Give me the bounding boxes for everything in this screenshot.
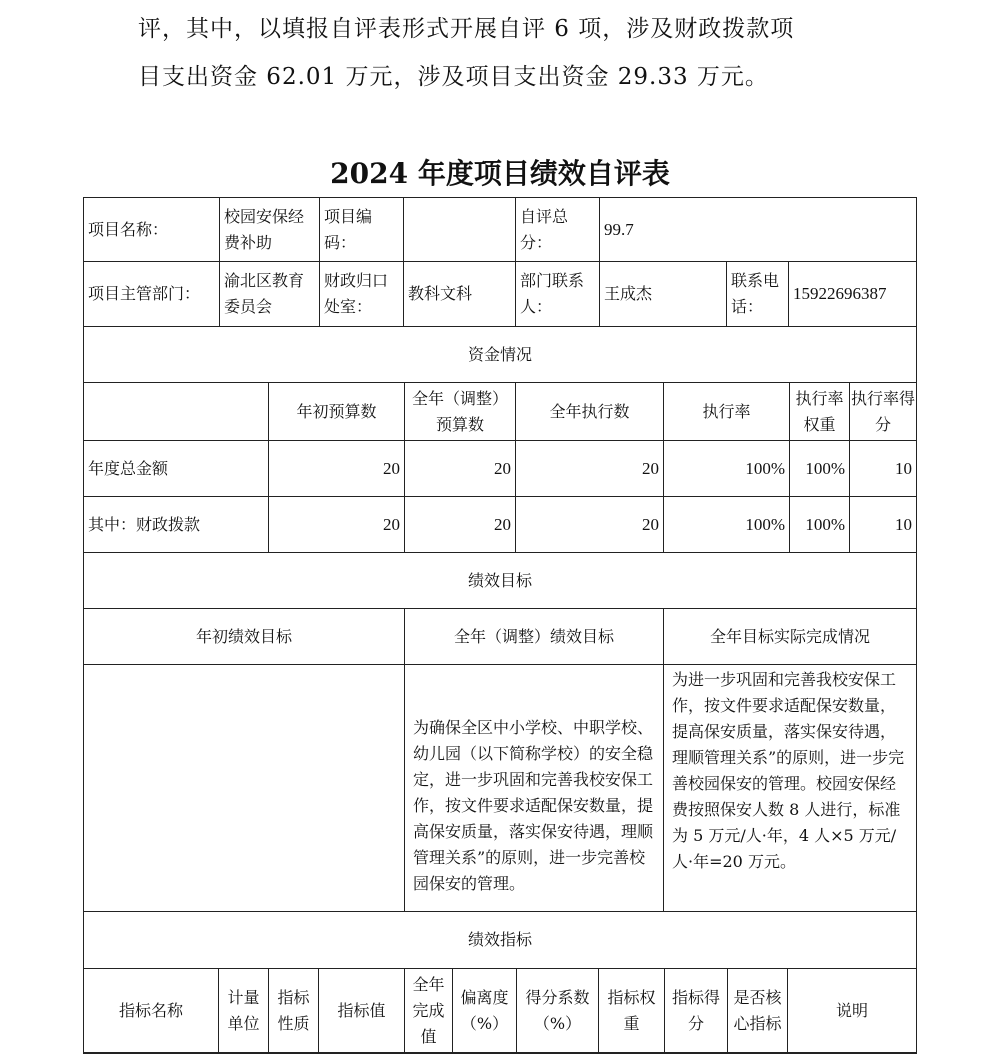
office-value: 教科文科 [404, 262, 516, 327]
goals-adjusted-text: 为确保全区中小学校、中职学校、幼儿园（以下简称学校）的安全稳定，进一步巩固和完善我校安保工作，按文件要求适配保安数量，提高保安质量，落实保安待遇，理顺管理关系”的原则，进一步完善校园保安的管理。 [405, 665, 664, 912]
funds-header-weight: 执行率权重 [790, 383, 850, 441]
funds-row-executed: 20 [516, 497, 664, 553]
ind-header-core: 是否核心指标 [728, 969, 788, 1053]
funds-header-adjusted: 全年（调整）预算数 [405, 383, 516, 441]
phone-label: 联系电话： [727, 262, 789, 327]
row-goals-headers [84, 609, 916, 665]
ind-header-note: 说明 [788, 969, 916, 1053]
funds-row-weight: 100% [790, 497, 850, 553]
funds-row-weight: 100% [790, 441, 850, 497]
contact-value: 王成杰 [600, 262, 727, 327]
funds-row-rate: 100% [664, 441, 790, 497]
ind-header-unit: 计量单位 [219, 969, 269, 1053]
funds-row-label: 年度总金额 [84, 441, 269, 497]
phone-value: 15922696387 [789, 262, 916, 327]
ind-header-deviation: 偏离度（%） [453, 969, 517, 1053]
project-name-value: 校园安保经费补助 [220, 198, 320, 262]
ind-header-weight: 指标权重 [599, 969, 665, 1053]
self-score-value: 99.7 [600, 198, 916, 262]
row-goals-content [84, 665, 916, 912]
funds-row-rate: 100% [664, 497, 790, 553]
row-indicators-headers [84, 969, 916, 1053]
table-title: 2024 年度项目绩效自评表 [330, 157, 670, 190]
project-code-label: 项目编码： [320, 198, 404, 262]
office-label: 财政归口处室： [320, 262, 404, 327]
ind-header-score: 指标得分 [665, 969, 728, 1053]
funds-row-executed: 20 [516, 441, 664, 497]
indicators-section-title: 绩效指标 [84, 912, 916, 969]
ind-header-coefficient: 得分系数（%） [517, 969, 599, 1053]
row-funds-total [84, 441, 916, 497]
funds-row-adjusted: 20 [405, 497, 516, 553]
row-department [84, 262, 916, 327]
funds-header-executed: 全年执行数 [516, 383, 664, 441]
ind-header-actual: 全年完成值 [405, 969, 453, 1053]
goals-initial-text [84, 665, 405, 912]
evaluation-table [83, 197, 917, 1054]
goals-header-actual: 全年目标实际完成情况 [664, 609, 916, 665]
funds-header-score: 执行率得分 [850, 383, 916, 441]
funds-row-initial: 20 [269, 497, 405, 553]
funds-header-blank [84, 383, 269, 441]
intro-line-1: 评，其中，以填报自评表形式开展自评 6 项，涉及财政拨款项 [138, 16, 795, 42]
dept-label: 项目主管部门： [84, 262, 220, 327]
funds-row-label: 其中：财政拨款 [84, 497, 269, 553]
project-code-value [404, 198, 516, 262]
goals-header-adjusted: 全年（调整）绩效目标 [405, 609, 664, 665]
funds-row-score: 10 [850, 497, 916, 553]
row-project-name [84, 198, 916, 262]
funds-row-score: 10 [850, 441, 916, 497]
contact-label: 部门联系人： [516, 262, 600, 327]
intro-line-2: 目支出资金 62.01 万元，涉及项目支出资金 29.33 万元。 [138, 64, 769, 90]
funds-row-initial: 20 [269, 441, 405, 497]
ind-header-name: 指标名称 [84, 969, 219, 1053]
row-funds-headers [84, 383, 916, 441]
goals-actual-text: 为进一步巩固和完善我校安保工作，按文件要求适配保安数量，提高保安质量，落实保安待遇，理顺管理关系”的原则，进一步完善校园保安的管理。校园安保经费按照保安人数 8 人进行，标准为 5 万元/人·年，4 人×5 万元/人·年=20 万元。 [664, 665, 916, 912]
row-goals-section [84, 553, 916, 609]
goals-header-initial: 年初绩效目标 [84, 609, 405, 665]
ind-header-nature: 指标性质 [269, 969, 319, 1053]
self-score-label: 自评总分： [516, 198, 600, 262]
funds-header-initial: 年初预算数 [269, 383, 405, 441]
funds-row-adjusted: 20 [405, 441, 516, 497]
row-indicators-section [84, 912, 916, 969]
goals-section-title: 绩效目标 [84, 553, 916, 609]
row-funds-section [84, 327, 916, 383]
project-name-label: 项目名称： [84, 198, 220, 262]
funds-header-rate: 执行率 [664, 383, 790, 441]
ind-header-value: 指标值 [319, 969, 405, 1053]
funds-section-title: 资金情况 [84, 327, 916, 383]
dept-value: 渝北区教育委员会 [220, 262, 320, 327]
row-funds-fiscal [84, 497, 916, 553]
